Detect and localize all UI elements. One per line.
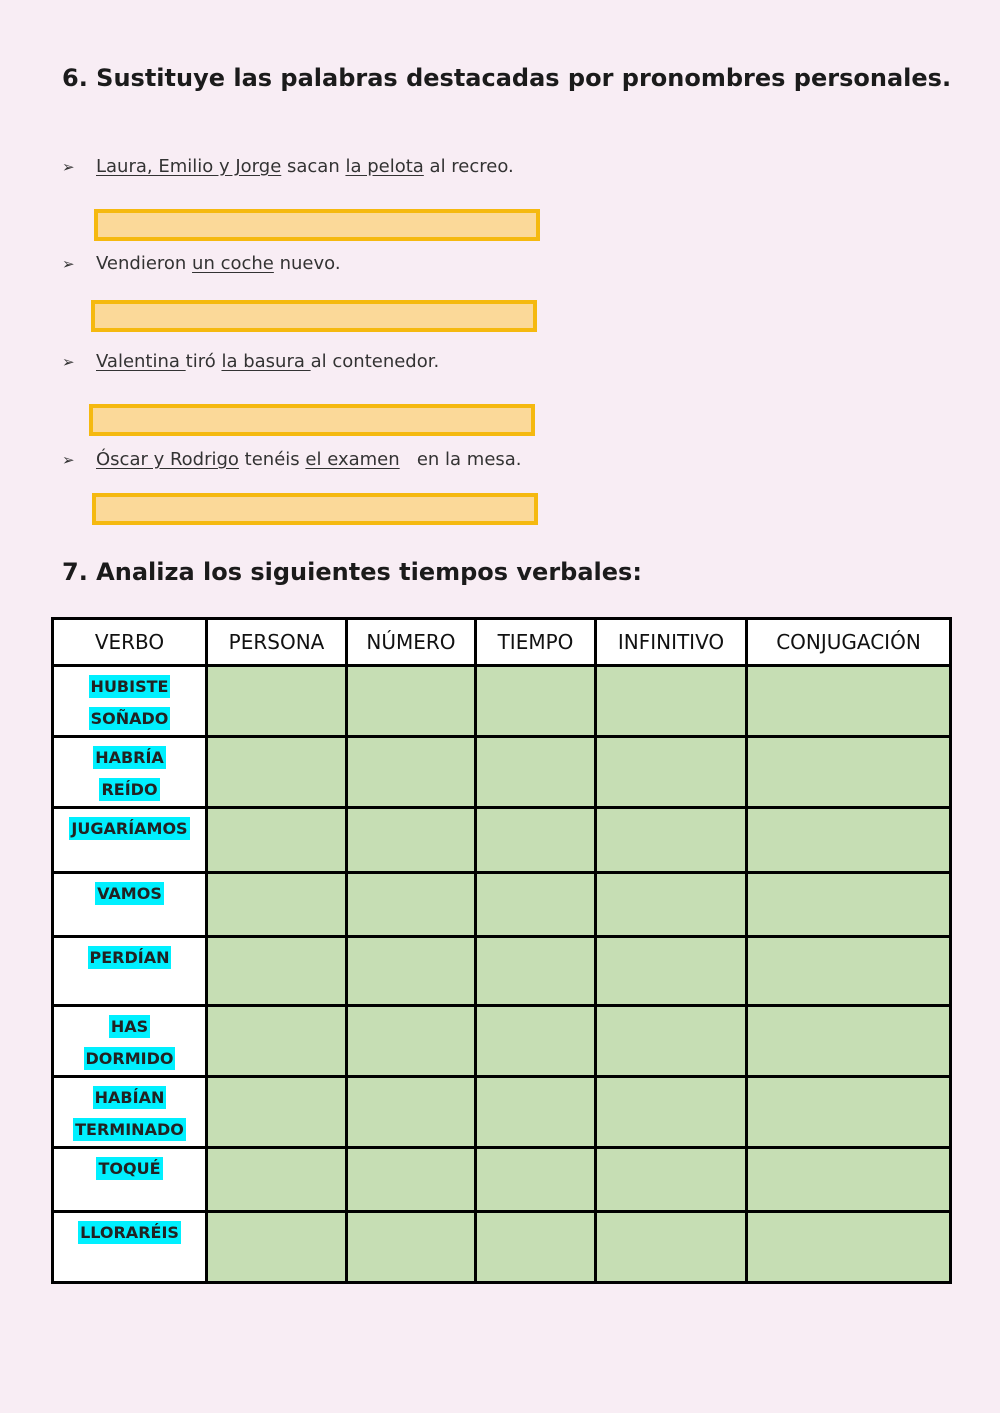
highlighted-words: Valentina — [96, 351, 186, 372]
verb-label — [88, 946, 172, 969]
header-tiempo: TIEMPO — [476, 619, 596, 666]
answer-cell-conjugacion[interactable] — [747, 1077, 951, 1148]
answer-input-1[interactable] — [94, 209, 540, 241]
answer-input-3[interactable] — [89, 404, 535, 436]
verb-word: TOQUÉ — [98, 1159, 161, 1178]
table-row — [53, 937, 951, 1006]
sentence-2 — [62, 253, 341, 274]
answer-cell-conjugacion[interactable] — [747, 808, 951, 873]
arrow-bullet-icon: ➢ — [62, 353, 75, 371]
verb-label — [95, 882, 164, 905]
arrow-bullet-icon: ➢ — [62, 451, 75, 469]
verb-word: REÍDO — [101, 780, 158, 799]
sentence-3 — [62, 351, 439, 372]
answer-cell-tiempo[interactable] — [476, 1148, 596, 1212]
answer-cell-tiempo[interactable] — [476, 737, 596, 808]
verb-cell — [53, 1212, 207, 1283]
answer-cell-infinitivo[interactable] — [596, 808, 747, 873]
table-row — [53, 737, 951, 808]
answer-cell-tiempo[interactable] — [476, 937, 596, 1006]
verb-cell — [53, 873, 207, 937]
answer-cell-persona[interactable] — [207, 808, 347, 873]
answer-cell-infinitivo[interactable] — [596, 1077, 747, 1148]
highlighted-words: la pelota — [345, 156, 424, 177]
header-infinitivo: INFINITIVO — [596, 619, 747, 666]
highlighted-words: Óscar y Rodrigo — [96, 449, 239, 470]
answer-cell-infinitivo[interactable] — [596, 1212, 747, 1283]
table-row — [53, 666, 951, 737]
answer-cell-infinitivo[interactable] — [596, 1148, 747, 1212]
table-header-row — [53, 619, 951, 666]
header-numero: NÚMERO — [347, 619, 476, 666]
highlighted-words: Laura, Emilio y Jorge — [96, 156, 282, 177]
verb-word: DORMIDO — [85, 1049, 174, 1068]
answer-input-4[interactable] — [92, 493, 538, 525]
verb-cell — [53, 1077, 207, 1148]
verb-word: VAMOS — [97, 884, 162, 903]
answer-cell-tiempo[interactable] — [476, 873, 596, 937]
table-row — [53, 808, 951, 873]
verb-word: HUBISTE — [90, 677, 169, 696]
verb-cell — [53, 1148, 207, 1212]
sentence-4 — [62, 449, 522, 470]
verb-label — [96, 1157, 162, 1180]
table-row — [53, 1006, 951, 1077]
answer-cell-tiempo[interactable] — [476, 1006, 596, 1077]
answer-cell-persona[interactable] — [207, 873, 347, 937]
answer-cell-persona[interactable] — [207, 666, 347, 737]
answer-cell-numero[interactable] — [347, 666, 476, 737]
verb-word: TERMINADO — [75, 1120, 184, 1139]
table-row — [53, 1212, 951, 1283]
table-row — [53, 1077, 951, 1148]
answer-cell-conjugacion[interactable] — [747, 937, 951, 1006]
sentence-text: tenéis — [238, 449, 306, 470]
answer-cell-tiempo[interactable] — [476, 666, 596, 737]
answer-cell-conjugacion[interactable] — [747, 873, 951, 937]
verb-cell — [53, 808, 207, 873]
answer-cell-tiempo[interactable] — [476, 1212, 596, 1283]
table-row — [53, 1148, 951, 1212]
verb-label — [78, 1221, 181, 1244]
answer-cell-persona[interactable] — [207, 1077, 347, 1148]
exercise-6-title: 6. Sustituye las palabras destacadas por pronombres personales. — [62, 64, 952, 92]
answer-cell-persona[interactable] — [207, 1006, 347, 1077]
verb-word: LLORARÉIS — [80, 1223, 179, 1242]
answer-cell-conjugacion[interactable] — [747, 737, 951, 808]
verb-label — [89, 675, 171, 730]
verb-label — [69, 817, 189, 840]
verb-cell — [53, 937, 207, 1006]
highlighted-words: un coche — [192, 253, 274, 274]
header-conjugacion: CONJUGACIÓN — [747, 619, 951, 666]
verb-cell — [53, 666, 207, 737]
table-body — [53, 666, 951, 1283]
answer-cell-persona[interactable] — [207, 1148, 347, 1212]
verb-cell — [53, 1006, 207, 1077]
answer-cell-conjugacion[interactable] — [747, 1006, 951, 1077]
sentence-text: al contenedor. — [310, 351, 440, 372]
answer-cell-numero[interactable] — [347, 1212, 476, 1283]
arrow-bullet-icon: ➢ — [62, 158, 75, 176]
answer-cell-numero[interactable] — [347, 1148, 476, 1212]
verb-word: PERDÍAN — [89, 948, 170, 967]
sentence-text: nuevo. — [273, 253, 341, 274]
answer-cell-numero[interactable] — [347, 1006, 476, 1077]
sentence-text: Vendieron — [96, 253, 193, 274]
answer-cell-numero[interactable] — [347, 737, 476, 808]
answer-cell-conjugacion[interactable] — [747, 1212, 951, 1283]
answer-cell-infinitivo[interactable] — [596, 737, 747, 808]
header-verbo: VERBO — [53, 619, 207, 666]
verb-label — [93, 746, 166, 801]
answer-cell-persona[interactable] — [207, 1212, 347, 1283]
answer-cell-tiempo[interactable] — [476, 808, 596, 873]
highlighted-words: el examen — [305, 449, 400, 470]
answer-cell-numero[interactable] — [347, 937, 476, 1006]
sentence-text: en la mesa. — [399, 449, 522, 470]
answer-cell-numero[interactable] — [347, 1077, 476, 1148]
verb-word: HABÍAN — [94, 1088, 165, 1107]
sentence-text: sacan — [281, 156, 346, 177]
answer-input-2[interactable] — [91, 300, 537, 332]
answer-cell-numero[interactable] — [347, 808, 476, 873]
answer-cell-numero[interactable] — [347, 873, 476, 937]
verb-label — [84, 1015, 176, 1070]
answer-cell-conjugacion[interactable] — [747, 1148, 951, 1212]
sentence-text: tiró — [185, 351, 222, 372]
highlighted-words: la basura — [221, 351, 311, 372]
arrow-bullet-icon: ➢ — [62, 255, 75, 273]
table-row — [53, 873, 951, 937]
verb-word: JUGARÍAMOS — [71, 819, 188, 838]
sentence-1 — [62, 156, 514, 177]
verb-label — [73, 1086, 186, 1141]
answer-cell-conjugacion[interactable] — [747, 666, 951, 737]
answer-cell-persona[interactable] — [207, 937, 347, 1006]
answer-cell-infinitivo[interactable] — [596, 1006, 747, 1077]
answer-cell-tiempo[interactable] — [476, 1077, 596, 1148]
verb-analysis-table — [51, 617, 952, 1284]
sentence-text: al recreo. — [423, 156, 514, 177]
answer-cell-persona[interactable] — [207, 737, 347, 808]
answer-cell-infinitivo[interactable] — [596, 873, 747, 937]
header-persona: PERSONA — [207, 619, 347, 666]
answer-cell-infinitivo[interactable] — [596, 666, 747, 737]
answer-cell-infinitivo[interactable] — [596, 937, 747, 1006]
verb-word: HAS — [110, 1017, 149, 1036]
verb-cell — [53, 737, 207, 808]
verb-word: HABRÍA — [95, 748, 164, 767]
verb-word: SOÑADO — [90, 709, 169, 728]
exercise-7-title: 7. Analiza los siguientes tiempos verbales: — [62, 558, 642, 586]
